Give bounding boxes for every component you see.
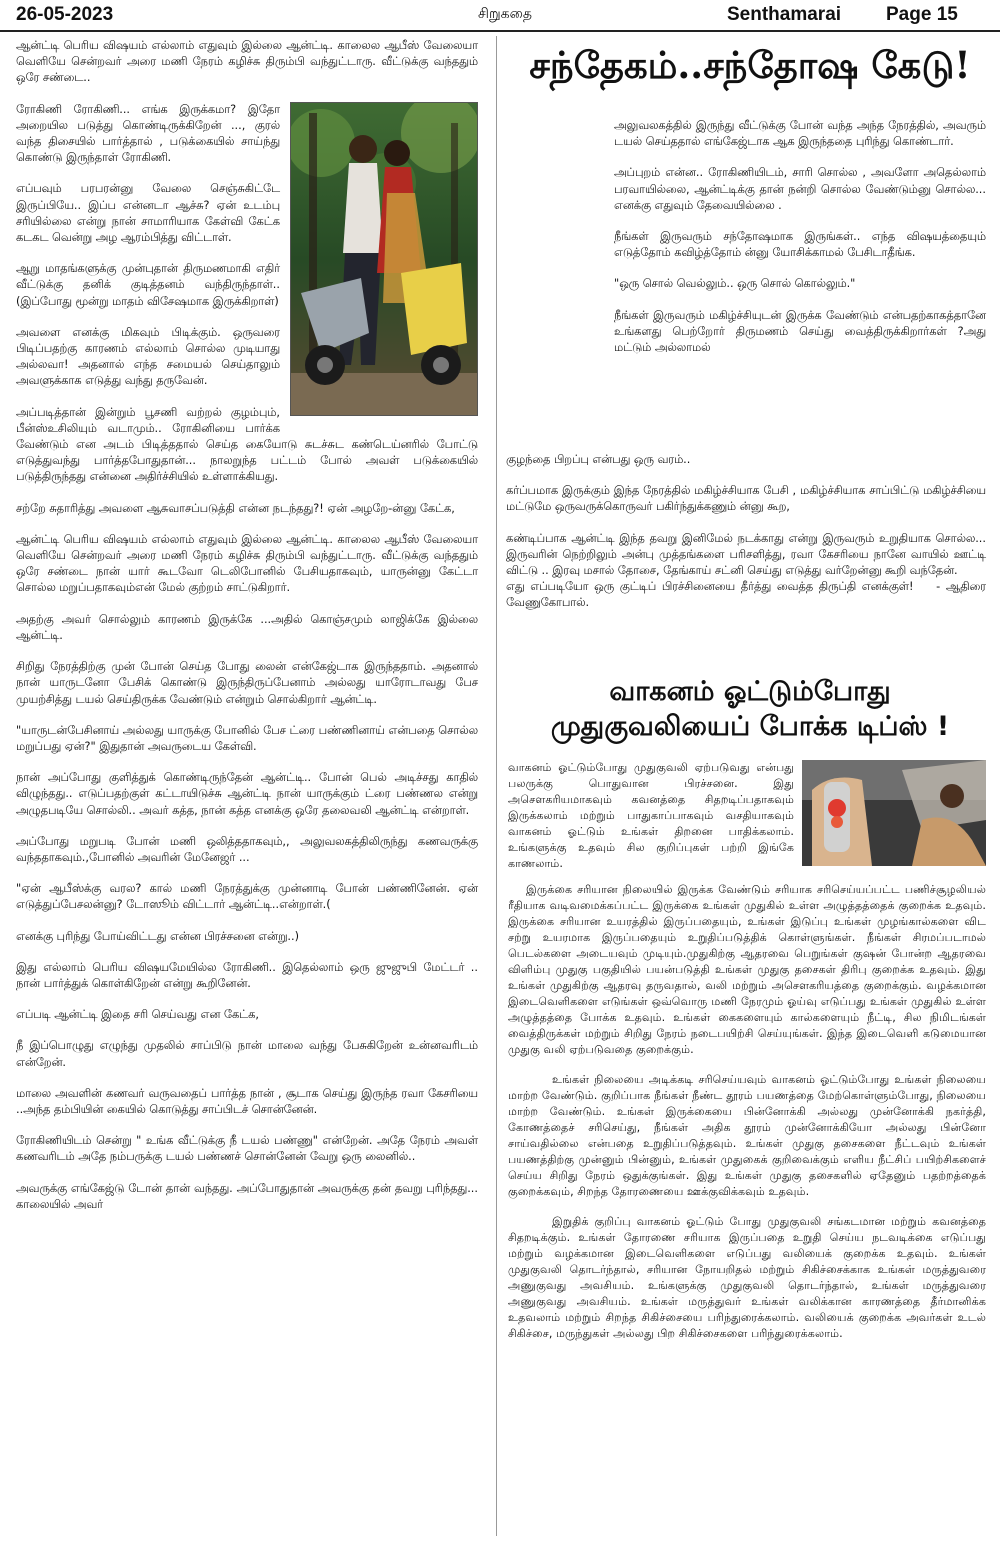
- story-paragraph: நீங்கள் இருவரும் சந்தோஷமாக இருங்கள்.. எந்த விஷயத்தையும் எடுத்தோம் கவிழ்த்தோம் ன்னு யோசிக்காமல் பேசிடாதீங்க.: [614, 230, 986, 260]
- page-number: Page 15: [886, 4, 958, 25]
- back-pain-graphic: [802, 760, 986, 866]
- couple-scooter-photo: [290, 102, 478, 416]
- story-paragraph: நீ இப்பொழுது எழுந்து முதலில் சாப்பிடு நான் மாலை வந்து பேசுகிறேன் உன்னவரிடம் என்றேன்.: [16, 1039, 478, 1069]
- story-paragraph: "ஏன் ஆபீஸ்க்கு வரல? கால் மணி நேரத்துக்கு முன்னாடி போன் பண்ணினேன். ஏன் எடுத்துப்பேசலன்னு? டோஸூம் விட்டார் ஆன்ட்டி..என்றாள்.(: [16, 882, 478, 912]
- story-paragraph: நான் அப்போது குளித்துக் கொண்டிருந்தேன் ஆன்ட்டி.. போன் பெல் அடிச்சது காதில் விழுந்தது.. எடுப்பதற்குள் கட்டாயிடுச்சு ஆன்ட்டி நான் யாருக்கும் ட்ரை பண்ணல என்று அழுதபடியே சொல்லி.. அவர் கத்த, நான் கத்த எனக்கு ஒரே தலைவலி ஆன்ட்டி என்றாள்.: [16, 771, 478, 817]
- story-paragraph: ஆன்ட்டி பெரிய விஷயம் எல்லாம் எதுவும் இல்லை ஆன்ட்டி. காலைல ஆபீஸ் வேலையா வெளியே சென்றவர் அரை மணி நேரம் கழிச்சு திரும்பி வந்துட்டாரு. வீட்டுக்கு வந்ததும் ஒரே சண்டை..: [16, 39, 478, 85]
- story-paragraph: ரோகிணி ரோகிணி... எங்க இருக்கமா? இதோ அறையில படுத்து கொண்டிருக்கிறேன் ..., குரல் வந்த திசையில் பார்த்தால் , படுக்கையில் சாய்ந்து கொண்டு இருந்தாள் ரோகிணி.: [16, 102, 280, 165]
- article2-paragraph: இருக்கை சரியான நிலையில் இருக்க வேண்டும் சரியாக சரிசெய்யப்பட்ட பணிச்சூழலியல் ரீதியாக வடிவமைக்கப்பட்ட இருக்கை உங்கள் முதுகில் உள்ள அழுத்தத்தைக் குறைக்க உதவும். இருக்கை சரியான உயரத்தில் இருப்பதையும், உங்கள் இடுப்பு உங்கள் முழங்கால்களை விட சற்று உயரமாக இருப்பதையும் உறுதிப்படுத்திக் கொள்ளுங்கள். நீங்கள் சிரமப்படாமல் பெடல்களை அடையவும் முடியும்.முதுகிற்கு ஆதரவை பெறுங்கள் குஷன் போன்ற ஆதரவை விளிம்பு முதுகு பகுதியில் பயன்படுத்தி உங்கள் முதுகு தசைகள் திரிபு குறைக்க உதவும். இது உங்கள் முதுகிற்கு ஆதரவு தருவதால், வலி மற்றும் அசௌகரியத்தை குறைக்கும். வழக்கமான இடைவெளிகளை எடுங்கள் ஒவ்வொரு மணி நேரமும் ஓய்வு எடுப்பது உங்கள் முதுகில் உள்ள அழுத்தத்தை போக்க உதவும். உங்கள் கைகளையும் கால்களையும் நீட்டி, சில நிமிடங்கள் வைத்திருக்கள் மற்றும் சிறிது நேரம் நடைபயிற்சி செய்யுங்கள். இந்த இடைவெளி கடுமையான முதுகு வலி ஏற்படுவதை குறைக்கும்.: [508, 883, 986, 1056]
- section-name: சிறுகதை: [478, 6, 532, 22]
- couple-photo-graphic: [291, 103, 477, 415]
- story-paragraph: சிறிது நேரத்திற்கு முன் போன் செய்த போது லைன் என்கேஜ்டாக இருந்ததாம். அதனால் நான் யாருடனோ பேசிக் கொண்டு இருந்திருப்பேனாம் அல்லது யாரோடாவது பேச முயற்சித்து டயல் செய்திருக்க வேண்டும் என்றும் சொல்கிறார் ஆன்ட்டி.: [16, 660, 478, 706]
- story-quote: "ஒரு சொல் வெல்லும்.. ஒரு சொல் கொல்லும்.": [614, 277, 856, 291]
- story-paragraph: நீங்கள் இருவரும் மகிழ்ச்சியுடன் இருக்க வேண்டும் என்பதற்காகத்தானே உங்களது பெற்றோர் திருமணம் செய்து வைத்திருக்கிறார்கள் ?அது மட்டும் அல்லாமல்: [614, 308, 986, 355]
- article2-intro: வாகனம் ஓட்டும்போது முதுகுவலி ஏற்படுவது என்பது பலருக்கு பொதுவான பிரச்சனை. இது அசௌகரியமாகவும் கவனத்தை சிதறடிப்பதாகவும் இருக்கலாம் மற்றும் பாதுகாப்பாகவும் வசதியாகவும் வாகனம் ஓட்டும் உங்கள் திறனை பாதிக்கலாம். உங்களுக்கு உதவும் சில குறிப்புகள் பற்றி இங்கே காணலாம்.: [508, 761, 794, 870]
- story-paragraph: ஆன்ட்டி பெரிய விஷயம் எல்லாம் எதுவும் இல்லை ஆன்ட்டி. காலைல ஆபீஸ் வேலையா வெளியே சென்றவர் அரை மணி நேரம் கழிச்சு திரும்பி வந்துட்டாரு. வீட்டுக்கு வந்ததும் ஒரே சண்டை நான் யார் கூடவோ டெலிபோனில் பேசியதாகவும், யாருன்னு கேட்டா சொல்ல மறுப்பதாகவும்என் மேல் குற்றம் சாட்டுகிறார்.: [16, 532, 478, 595]
- story-paragraph: "யாருடன்பேசினாய் அல்லது யாருக்கு போனில் பேச ட்ரை பண்ணினாய் என்பதை சொல்ல மறுப்பது ஏன்?" இதுதான் அவருடைய கேள்வி.: [16, 723, 478, 753]
- article2-paragraph: உங்கள் நிலையை அடிக்கடி சரிசெய்யவும் வாகனம் ஓட்டும்போது உங்கள் நிலையை மாற்ற வேண்டும். குறிப்பாக நீங்கள் நீண்ட தூரம் பயணத்தை மேற்கொள்ளும்போது, நிலையை மாற்ற வேண்டும். உங்கள் இருக்கையை பின்னோக்கி அல்லது முன்னோக்கி நகர்த்தி, கோணத்தைச் சரிசெய்து, நீங்கள் அதிக தூரம் முன்னோக்கியோ அல்லது பின்னோ சாய்வதில்லை என்பதை உறுதிப்படுத்தவும். உங்கள் முதுகு தசைகளை நீட்டவும் உங்கள் பயணத்திற்கு முன்னும் பின்னும், உங்கள் முதுகைக் குறிவைக்கும் எளிய நீட்சிப் பயிற்சிகளைச் செய்ய சிறிது நேரம் ஒதுக்குங்கள். இது உங்கள் முதுகு தசைகளில் ஏதேனும் பதற்றத்தைக் குறைக்கவும், சிறந்த தோரணையை ஊக்குவிக்கவும் உதவும்.: [508, 1073, 986, 1198]
- story-right-column: [614, 118, 986, 356]
- article2-headline-line1: வாகனம் ஓட்டும்போது: [609, 676, 891, 707]
- story-paragraph: குழந்தை பிறப்பு என்பது ஒரு வரம்..: [506, 453, 691, 466]
- publication-name: Senthamarai: [727, 4, 842, 25]
- story-paragraph: எப்பவும் பரபரன்னு வேலை செஞ்சுகிட்டே இருப்பியே.. இப்ப என்னடா ஆச்சு? ஏன் உடம்பு சரியில்லை என்று நான் சாமாரியாக கேள்வி கேட்க கடகட வென்று அழ ஆரம்பித்து விட்டாள்.: [16, 182, 280, 245]
- closing-line: எது எப்படியோ ஒரு குட்டிப் பிரச்சினையை தீர்த்து வைத்த திருப்தி எனக்குள்!: [506, 580, 914, 594]
- article2-headline: [505, 674, 995, 744]
- story-paragraph: எனக்கு புரிந்து போய்விட்டது என்ன பிரச்சனை என்று..): [16, 929, 299, 943]
- story-paragraph: அப்படித்தான் இன்றும் பூசணி வற்றல் குழம்பும், பீன்ஸ்உசிலியும் வடாமும்.. ரோகினியை பார்க்க வேண்டும் என அடம் பிடித்ததால் செய்த கையோடு சுடச்சுட கண்டெய்னரில் போட்டு எடுத்துவந்து பார்த்தபோதுதான்... நாலறுந்த பட்டம் போல் அவள் படுக்கையில் படுத்திருந்தது என்னை அதிர்ச்சியில் உள்ளாக்கியது.: [16, 405, 478, 484]
- story-paragraph: அப்போது மறுபடி போன் மணி ஒலித்ததாகவும்,, அலுவலகத்திலிருந்து கணவருக்கு வந்ததாகவும்.,போனில் அவரின் மேனேஜர் ...: [16, 834, 478, 864]
- story-paragraph: எப்படி ஆன்ட்டி இதை சரி செய்வது என கேட்க,: [16, 1008, 259, 1022]
- story-right-continuation: [506, 452, 986, 612]
- article2-paragraph: இறுதிக் குறிப்பு வாகனம் ஓட்டும் போது முதுகுவலி சங்கடமான மற்றும் கவனத்தை சிதறடிக்கும். உங்கள் தோரணை சரியாக இருப்பதை உறுதி செய்ய நடவடிக்கை எடுப்பது மற்றும் வழக்கமான இடைவெளிகளை எடுப்பது வலியைக் குறைக்க உதவும். உங்கள் முதுகுவலி தொடர்ந்தால், சரியான நோயறிதல் மற்றும் சிகிச்சைக்காக உங்கள் மருத்துவரை அணுகுவது அவசியம். உங்களுக்கு முதுகுவலி தொடர்ந்தால், உங்கள் மருத்துவரை அணுகுவது அவசியம். உங்கள் மருத்துவர் உங்கள் வலிக்கான காரணத்தை தீர்மானிக்க உதவலாம் மற்றும் சிறந்த சிகிச்சையை பரிந்துரைக்கலாம். வலியைக் குறைக்க அவர்கள் உடல் சிகிச்சை, மருந்துகள் அல்லது பிற சிகிச்சைகளை பரிந்துரைக்கலாம்.: [508, 1215, 986, 1340]
- column-divider: [496, 36, 497, 1536]
- story-paragraph: அதற்கு அவர் சொல்லும் காரணம் இருக்கே ...அதில் கொஞ்சமும் லாஜிக்கே இல்லை ஆன்ட்டி.: [16, 612, 478, 642]
- story-left-column: [16, 38, 478, 1228]
- story-paragraph: அவருக்கு எங்கேஜ்டு டோன் தான் வந்தது. அப்போதுதான் அவருக்கு தன் தவறு புரிந்தது... காலையில் அவர்: [16, 1181, 478, 1211]
- back-pain-photo: [802, 760, 986, 866]
- story-paragraph: மாலை அவளின் கணவர் வருவதைப் பார்த்த நான் , சூடாக செய்து இருந்த ரவா கேசரியை ..அந்த தம்பியின் கையில் கொடுத்து சாப்பிடச் சொன்னேன்.: [16, 1086, 478, 1116]
- story-paragraph: அலுவலகத்தில் இருந்து வீட்டுக்கு போன் வந்த அந்த நேரத்தில், அவரும் டயல் செய்ததால் எங்கேஜ்டாக ஆக இருந்ததை புரிந்து கொண்டார்.: [614, 119, 986, 149]
- story-paragraph: இது எல்லாம் பெரிய விஷயமேயில்ல ரோகிணி.. இதெல்லாம் ஒரு ஜுஜுபி மேட்டர் .. நான் பார்த்துக் கொள்கிறேன் என்று கூறினேன்.: [16, 960, 478, 990]
- article2-headline-line2: முதுகுவலியைப் போக்க டிப்ஸ் !: [550, 711, 950, 742]
- story-paragraph: சற்றே சுதாரித்து அவளை ஆசுவாசப்படுத்தி என்ன நடந்தது?! ஏன் அழறே-ன்னு கேட்க,: [16, 501, 455, 515]
- story-paragraph: அப்புறம் என்ன.. ரோகிணியிடம், சாரி சொல்ல , அவளோ அதெல்லாம் பரவாயில்லை, ஆன்ட்டிக்கு தான் நன்றி சொல்ல வேண்டும்னு சொல்ல... எனக்கு எதுவும் தேவையில்லை .: [614, 166, 986, 212]
- issue-date: 26-05-2023: [16, 4, 114, 25]
- story-headline: சந்தேகம்..சந்தோஷ கேடு!: [529, 43, 971, 87]
- page-header: [0, 0, 1000, 32]
- author-byline: - ஆதிரை வேணுகோபால்.: [506, 580, 986, 610]
- story-paragraph: ரோகிணியிடம் சென்று " உங்க வீட்டுக்கு நீ டயல் பண்ணு" என்றேன். அதே நேரம் அவள் கணவரிடம் அதே நம்பருக்கு டயல் பண்ணச் சொன்னேன் வேறு ஒரு லைனில்..: [16, 1134, 478, 1164]
- story-closing: [506, 579, 986, 611]
- story-paragraph: கண்டிப்பாக ஆன்ட்டி இந்த தவறு இனிமேல் நடக்காது என்று இருவரும் உறுதியாக சொல்ல... இருவரின் நெற்றிலும் அன்பு முத்தங்களை பரிசளித்து, ரவா கேசரியை நானே வாயில் ஊட்டி விட்டு .. இரவு மசால் தோசை, தேங்காய் சட்னி செய்து எடுத்து வர்றேன்னு கூறி வந்தேன்.: [506, 531, 986, 578]
- story-paragraph: கர்ப்பமாக இருக்கும் இந்த நேரத்தில் மகிழ்ச்சியாக பேசி , மகிழ்ச்சியாக சாப்பிட்டு மகிழ்ச்சியை மட்டுமே ஒருவருக்கொருவர் பகிர்ந்துக்கணும் ன்னு கூற,: [506, 484, 986, 514]
- story-paragraph: ஆறு மாதங்களுக்கு முன்புதான் திருமணமாகி எதிர் வீட்டுக்கு தனிக் குடித்தனம் வந்திருந்தாள்.. (இப்போது மூன்று மாதம் விசேஷமாக இருக்கிறாள்): [16, 262, 280, 308]
- story-paragraph: அவளை எனக்கு மிகவும் பிடிக்கும். ஒருவரை பிடிப்பதற்கு காரணம் எல்லாம் சொல்ல முடியாது அல்லவா! அதனால் எந்த சமையல் செய்தாலும் அவளுக்காக எடுத்து வந்து தருவேன்.: [16, 325, 280, 388]
- article2-body: [508, 760, 986, 1352]
